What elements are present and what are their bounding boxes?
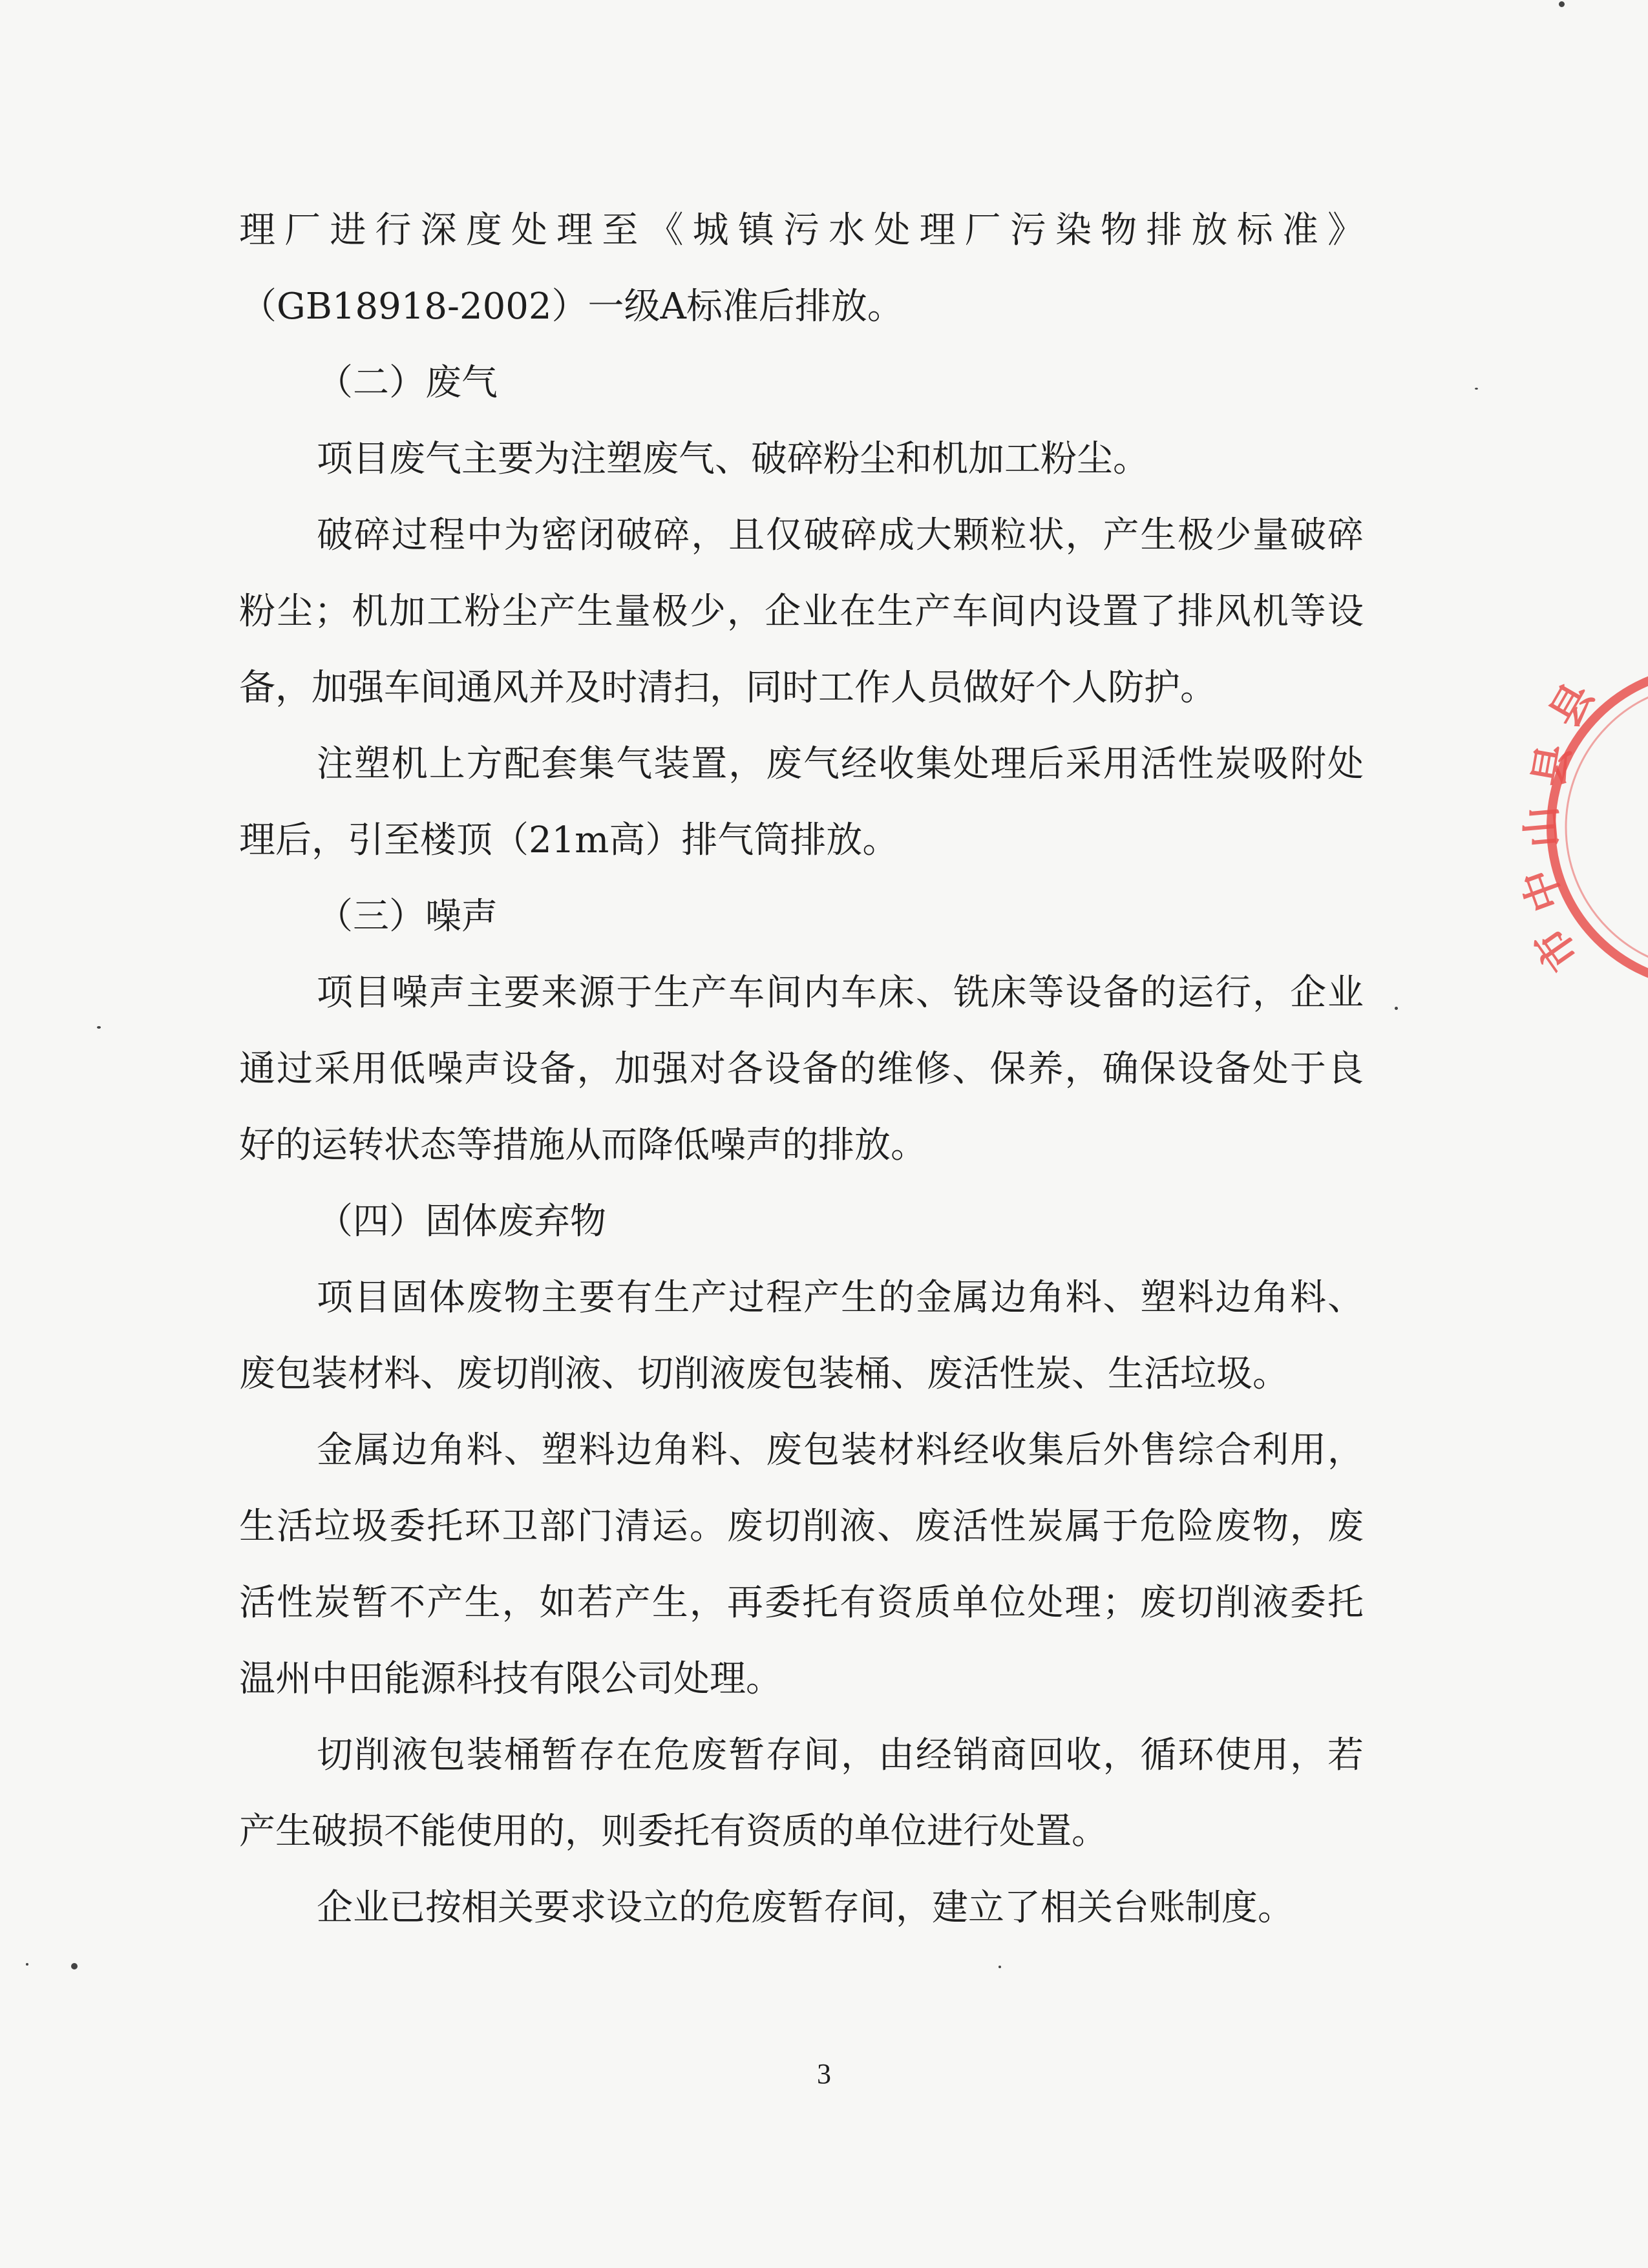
text-line-7: 备，加强车间通风并及时清扫，同时工作人员做好个人防护。 xyxy=(239,667,1216,709)
scan-speck xyxy=(1559,1,1565,7)
text-line-19: 活性炭暂不产生，如若产生，再委托有资质单位处理；废切削液委托 xyxy=(239,1582,1364,1624)
text-line-18: 生活垃圾委托环卫部门清运。废切削液、废活性炭属于危险废物，废 xyxy=(239,1506,1364,1548)
text-line-16: 废包装材料、废切削液、切削液废包装桶、废活性炭、生活垃圾。 xyxy=(239,1353,1289,1395)
scan-speck xyxy=(1475,388,1478,390)
section-heading-solid-waste: （四）固体废弃物 xyxy=(317,1201,606,1243)
text-line-21: 切削液包装桶暂存在危废暂存间，由经销商回收，循环使用，若 xyxy=(317,1734,1364,1776)
text-line-13: 好的运转状态等措施从而降低噪声的排放。 xyxy=(239,1124,927,1166)
svg-text:市: 市 xyxy=(1525,918,1589,980)
seal-graphic xyxy=(1513,659,1648,995)
text-line-9: 理后，引至楼顶（21m高）排气筒排放。 xyxy=(239,819,899,861)
section-heading-noise: （三）噪声 xyxy=(317,896,498,938)
svg-text:山: 山 xyxy=(1516,804,1569,850)
svg-text:县: 县 xyxy=(1540,675,1603,735)
section-heading-exhaust: （二）废气 xyxy=(317,362,498,404)
scan-speck xyxy=(998,1966,1001,1968)
text-line-1: 理厂进行深度处理至《城镇污水处理厂污染物排放标准》 xyxy=(239,209,1364,251)
svg-text:县: 县 xyxy=(1524,740,1579,790)
text-line-12: 通过采用低噪声设备，加强对各设备的维修、保养，确保设备处于良 xyxy=(239,1048,1364,1090)
scan-speck xyxy=(97,1026,101,1029)
text-line-11: 项目噪声主要来源于生产车间内车床、铣床等设备的运行，企业 xyxy=(317,972,1364,1014)
scan-speck xyxy=(71,1963,78,1969)
text-line-15: 项目固体废物主要有生产过程产生的金属边角料、塑料边角料、 xyxy=(317,1277,1364,1319)
official-seal-stamp xyxy=(1513,659,1648,995)
page-number: 3 xyxy=(817,2058,831,2090)
scan-speck xyxy=(26,1963,28,1966)
text-line-17: 金属边角料、塑料边角料、废包装材料经收集后外售综合利用， xyxy=(317,1429,1364,1471)
scan-speck xyxy=(1395,1007,1398,1010)
text-line-20: 温州中田能源科技有限公司处理。 xyxy=(239,1658,782,1700)
text-line-8: 注塑机上方配套集气装置，废气经收集处理后采用活性炭吸附处 xyxy=(317,743,1364,785)
text-line-22: 产生破损不能使用的，则委托有资质的单位进行处置。 xyxy=(239,1811,1108,1853)
text-line-5: 破碎过程中为密闭破碎，且仅破碎成大颗粒状，产生极少量破碎 xyxy=(317,514,1364,556)
text-line-6: 粉尘；机加工粉尘产生量极少，企业在生产车间内设置了排风机等设 xyxy=(239,591,1364,633)
text-line-23: 企业已按相关要求设立的危废暂存间，建立了相关台账制度。 xyxy=(317,1887,1294,1929)
svg-text:中: 中 xyxy=(1513,862,1574,918)
text-line-4: 项目废气主要为注塑废气、破碎粉尘和机加工粉尘。 xyxy=(317,438,1149,480)
text-line-2: （GB18918-2002）一级A标准后排放。 xyxy=(240,286,903,328)
